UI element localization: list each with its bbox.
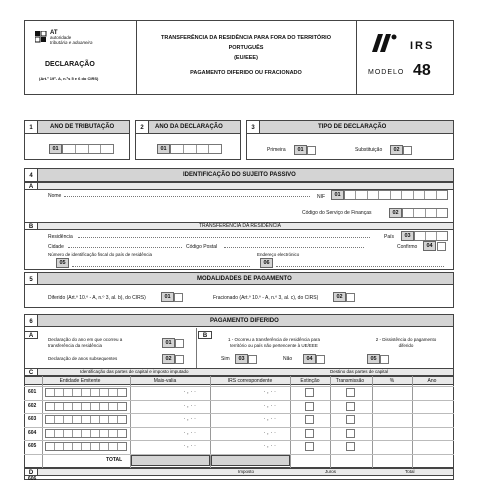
mais-valia-input[interactable]: · , · · xyxy=(183,443,196,449)
a-field1-checkbox[interactable] xyxy=(175,339,184,348)
confirmo-checkbox[interactable] xyxy=(437,242,446,251)
nif-pais-label: Número de identificação fiscal do país de residência xyxy=(48,252,153,257)
model-number: 48 xyxy=(413,62,431,79)
total-irs xyxy=(211,455,290,466)
percent-input[interactable] xyxy=(373,401,412,412)
fracionado-label: Fracionado (Art.º 10.º - A, n.º 3, al. c), do CIRS) xyxy=(213,295,319,301)
ano-input[interactable] xyxy=(413,414,452,425)
extincao-checkbox[interactable] xyxy=(305,402,314,411)
primeira-label: Primeira xyxy=(267,147,286,153)
diferido-label: Diferido (Art.º 10.º - A, n.º 3, al. b), do CIRS) xyxy=(48,295,146,301)
b-opt2-checkbox[interactable] xyxy=(380,355,389,364)
residencia-label: Residência xyxy=(48,234,73,240)
substituicao-label: Substituição xyxy=(355,147,383,153)
col-irs: IRS correspondente xyxy=(227,378,273,384)
fracionado-checkbox[interactable] xyxy=(346,293,355,302)
col-mais-valia: Mais-valia xyxy=(153,378,177,384)
sim-field-num: 03 xyxy=(235,354,248,364)
percent-input[interactable] xyxy=(373,387,412,398)
fracionado-field-num: 02 xyxy=(333,292,346,302)
nao-label: Não xyxy=(283,356,293,362)
subsection-6a: A xyxy=(28,333,34,339)
email-label: Endereço electrónico xyxy=(257,252,300,257)
logo-line3: tributária e aduaneira xyxy=(50,40,93,45)
section-6-number: 6 xyxy=(29,319,33,325)
title-line3: (EU/EEE) xyxy=(234,55,258,61)
nome-input[interactable] xyxy=(64,196,310,197)
col-transmissao: Transmissão xyxy=(335,378,365,384)
logo-at: AT xyxy=(50,30,58,36)
transmissao-checkbox[interactable] xyxy=(346,415,355,424)
a-field1-num: 01 xyxy=(162,338,175,348)
section-4-number: 4 xyxy=(29,173,33,179)
extincao-checkbox[interactable] xyxy=(305,442,314,451)
primeira-checkbox[interactable] xyxy=(307,146,316,155)
diferido-field-num: 01 xyxy=(161,292,174,302)
b-opt2-line1: 2 - Dissistência do pagamento xyxy=(375,337,437,342)
transmissao-checkbox[interactable] xyxy=(346,388,355,397)
residencia-input[interactable] xyxy=(78,237,370,238)
nif-pais-field-num: 05 xyxy=(56,258,69,268)
subsection-4b-title: TRANSFERÊNCIA DA RESIDÊNCIA xyxy=(199,223,281,229)
ano-declaracao-input[interactable] xyxy=(170,144,222,154)
nif-field-num: 01 xyxy=(331,190,344,200)
entidade-emitente-input[interactable] xyxy=(45,402,127,411)
section-5-title: MODALIDADES DE PAGAMENTO xyxy=(197,276,292,282)
ano-input[interactable] xyxy=(413,387,452,398)
transmissao-checkbox[interactable] xyxy=(346,442,355,451)
extincao-checkbox[interactable] xyxy=(305,429,314,438)
col-percent: % xyxy=(389,378,395,384)
mais-valia-input[interactable]: · , · · xyxy=(183,389,196,395)
section-2-number: 2 xyxy=(140,125,144,131)
irs-input[interactable]: · , · · xyxy=(263,430,276,436)
primeira-field-num: 01 xyxy=(294,145,307,155)
cidade-input[interactable] xyxy=(68,247,182,248)
transmissao-checkbox[interactable] xyxy=(346,429,355,438)
entidade-emitente-input[interactable] xyxy=(45,388,127,397)
ano-tributacao-input[interactable] xyxy=(62,144,114,154)
a-line3: Declaração de anos subsequentes xyxy=(48,356,118,361)
mais-valia-input[interactable]: · , · · xyxy=(183,430,196,436)
substituicao-checkbox[interactable] xyxy=(403,146,412,155)
mais-valia-input[interactable]: · , · · xyxy=(183,416,196,422)
diferido-checkbox[interactable] xyxy=(174,293,183,302)
col-ano: Ano xyxy=(427,378,437,384)
section-3-title: TIPO DE DECLARAÇÃO xyxy=(318,124,387,130)
substituicao-field-num: 02 xyxy=(390,145,403,155)
irs-input[interactable]: · , · · xyxy=(263,416,276,422)
entidade-emitente-input[interactable] xyxy=(45,415,127,424)
ano-input[interactable] xyxy=(413,428,452,439)
table-row-number: 602 xyxy=(28,403,37,409)
email-field-num: 06 xyxy=(260,258,273,268)
title-line4: PAGAMENTO DIFERIDO OU FRACIONADO xyxy=(190,70,302,76)
confirmo-label: Confirmo xyxy=(397,244,418,250)
nao-field-num: 04 xyxy=(303,354,316,364)
percent-input[interactable] xyxy=(373,441,412,452)
cod-servico-label: Código do Serviço de Finanças xyxy=(302,210,372,216)
a-line1: Declaração do ano em que ocorreu a xyxy=(48,337,123,342)
a-line2: transferência da residência xyxy=(48,343,103,348)
entidade-emitente-input[interactable] xyxy=(45,429,127,438)
table-row-number: 601 xyxy=(28,389,37,395)
extincao-checkbox[interactable] xyxy=(305,415,314,424)
table-row-number: 604 xyxy=(28,430,37,436)
b-opt2-line2: diferido xyxy=(398,343,414,348)
d-row-number: 606 xyxy=(28,476,37,482)
sec2-field-num: 01 xyxy=(157,144,170,154)
cod-servico-input[interactable] xyxy=(402,208,448,218)
transmissao-checkbox[interactable] xyxy=(346,402,355,411)
sec1-field-num: 01 xyxy=(49,144,62,154)
irs-input[interactable]: · , · · xyxy=(263,403,276,409)
d-total: Total xyxy=(405,469,415,474)
pais-label: País xyxy=(384,234,395,240)
irs-logo-icon xyxy=(370,32,398,54)
subsection-6d: D xyxy=(28,470,34,476)
title-line2: PORTUGUÊS xyxy=(228,45,264,51)
cod-servico-field-num: 02 xyxy=(389,208,402,218)
cidade-label: Cidade xyxy=(48,244,64,250)
section-3-number: 3 xyxy=(251,125,255,131)
nif-label: NIF xyxy=(317,194,326,200)
logo-line2: autoridade xyxy=(50,35,72,40)
col-extincao: Extinção xyxy=(300,378,320,384)
nao-checkbox[interactable] xyxy=(316,355,325,364)
nif-input[interactable] xyxy=(344,190,448,200)
percent-input[interactable] xyxy=(373,414,412,425)
cod-postal-label: Código Postal xyxy=(186,244,218,250)
a-field2-num: 02 xyxy=(162,354,175,364)
d-juros: Juros xyxy=(325,469,337,474)
at-logo-icon xyxy=(35,30,47,42)
col-entidade: Entidade Emitente xyxy=(59,378,101,384)
table-row-number: 603 xyxy=(28,416,37,422)
form-label: DECLARAÇÃO xyxy=(45,61,95,68)
sim-checkbox[interactable] xyxy=(248,355,257,364)
b-opt2-field-num: 05 xyxy=(367,354,380,364)
table-row-number: 605 xyxy=(28,443,37,449)
section-5-number: 5 xyxy=(29,277,33,283)
total-mais-valia xyxy=(131,455,210,466)
entidade-emitente-input[interactable] xyxy=(45,442,127,451)
mais-valia-input[interactable]: · , · · xyxy=(183,403,196,409)
email-input[interactable] xyxy=(276,266,444,267)
irs-input[interactable]: · , · · xyxy=(263,443,276,449)
cod-postal-input[interactable] xyxy=(224,247,364,248)
nif-pais-input[interactable] xyxy=(72,266,250,267)
subsection-6b: B xyxy=(202,333,208,339)
c-title: Identificação das partes de capital e imposto imputado xyxy=(80,369,189,374)
section-6-title: PAGAMENTO DIFERIDO xyxy=(210,318,279,324)
model-label: MODELO xyxy=(368,69,405,76)
ano-input[interactable] xyxy=(413,441,452,452)
irs-input[interactable]: · , · · xyxy=(263,389,276,395)
section-4-title: IDENTIFICAÇÃO DO SUJEITO PASSIVO xyxy=(183,172,296,178)
title-line1: TRANSFERÊNCIA DA RESIDÊNCIA PARA FORA DO TERRITÓRIO xyxy=(161,35,331,41)
form-ref: (Art.º 19º- A, n.ºs 5 e 6 do CIRS) xyxy=(39,76,99,81)
subsection-4b: B xyxy=(28,224,34,230)
subsection-4a: A xyxy=(28,184,34,190)
confirmo-field-num: 04 xyxy=(423,241,436,251)
b-opt1-line2: território ou país não pertencente à UE/EEE xyxy=(230,343,318,348)
d-imposto: Imposto xyxy=(238,469,255,474)
sim-label: Sim xyxy=(221,356,230,362)
section-2-title: ANO DA DECLARAÇÃO xyxy=(155,124,223,130)
pais-input[interactable] xyxy=(414,231,448,241)
ano-input[interactable] xyxy=(413,401,452,412)
section-1-number: 1 xyxy=(29,125,33,131)
percent-input[interactable] xyxy=(373,428,412,439)
c-destino: Destino das partes de capital xyxy=(330,369,389,374)
subsection-6c: C xyxy=(28,370,34,376)
b-opt1-line1: 1 - Ocorreu a transferência de residência para xyxy=(227,337,321,342)
pais-field-num: 03 xyxy=(401,231,414,241)
total-label: TOTAL xyxy=(106,457,123,463)
section-1-title: ANO DE TRIBUTAÇÃO xyxy=(50,124,115,130)
irs-label: IRS xyxy=(410,40,435,52)
nome-label: Nome xyxy=(48,193,62,199)
extincao-checkbox[interactable] xyxy=(305,388,314,397)
a-field2-checkbox[interactable] xyxy=(175,355,184,364)
